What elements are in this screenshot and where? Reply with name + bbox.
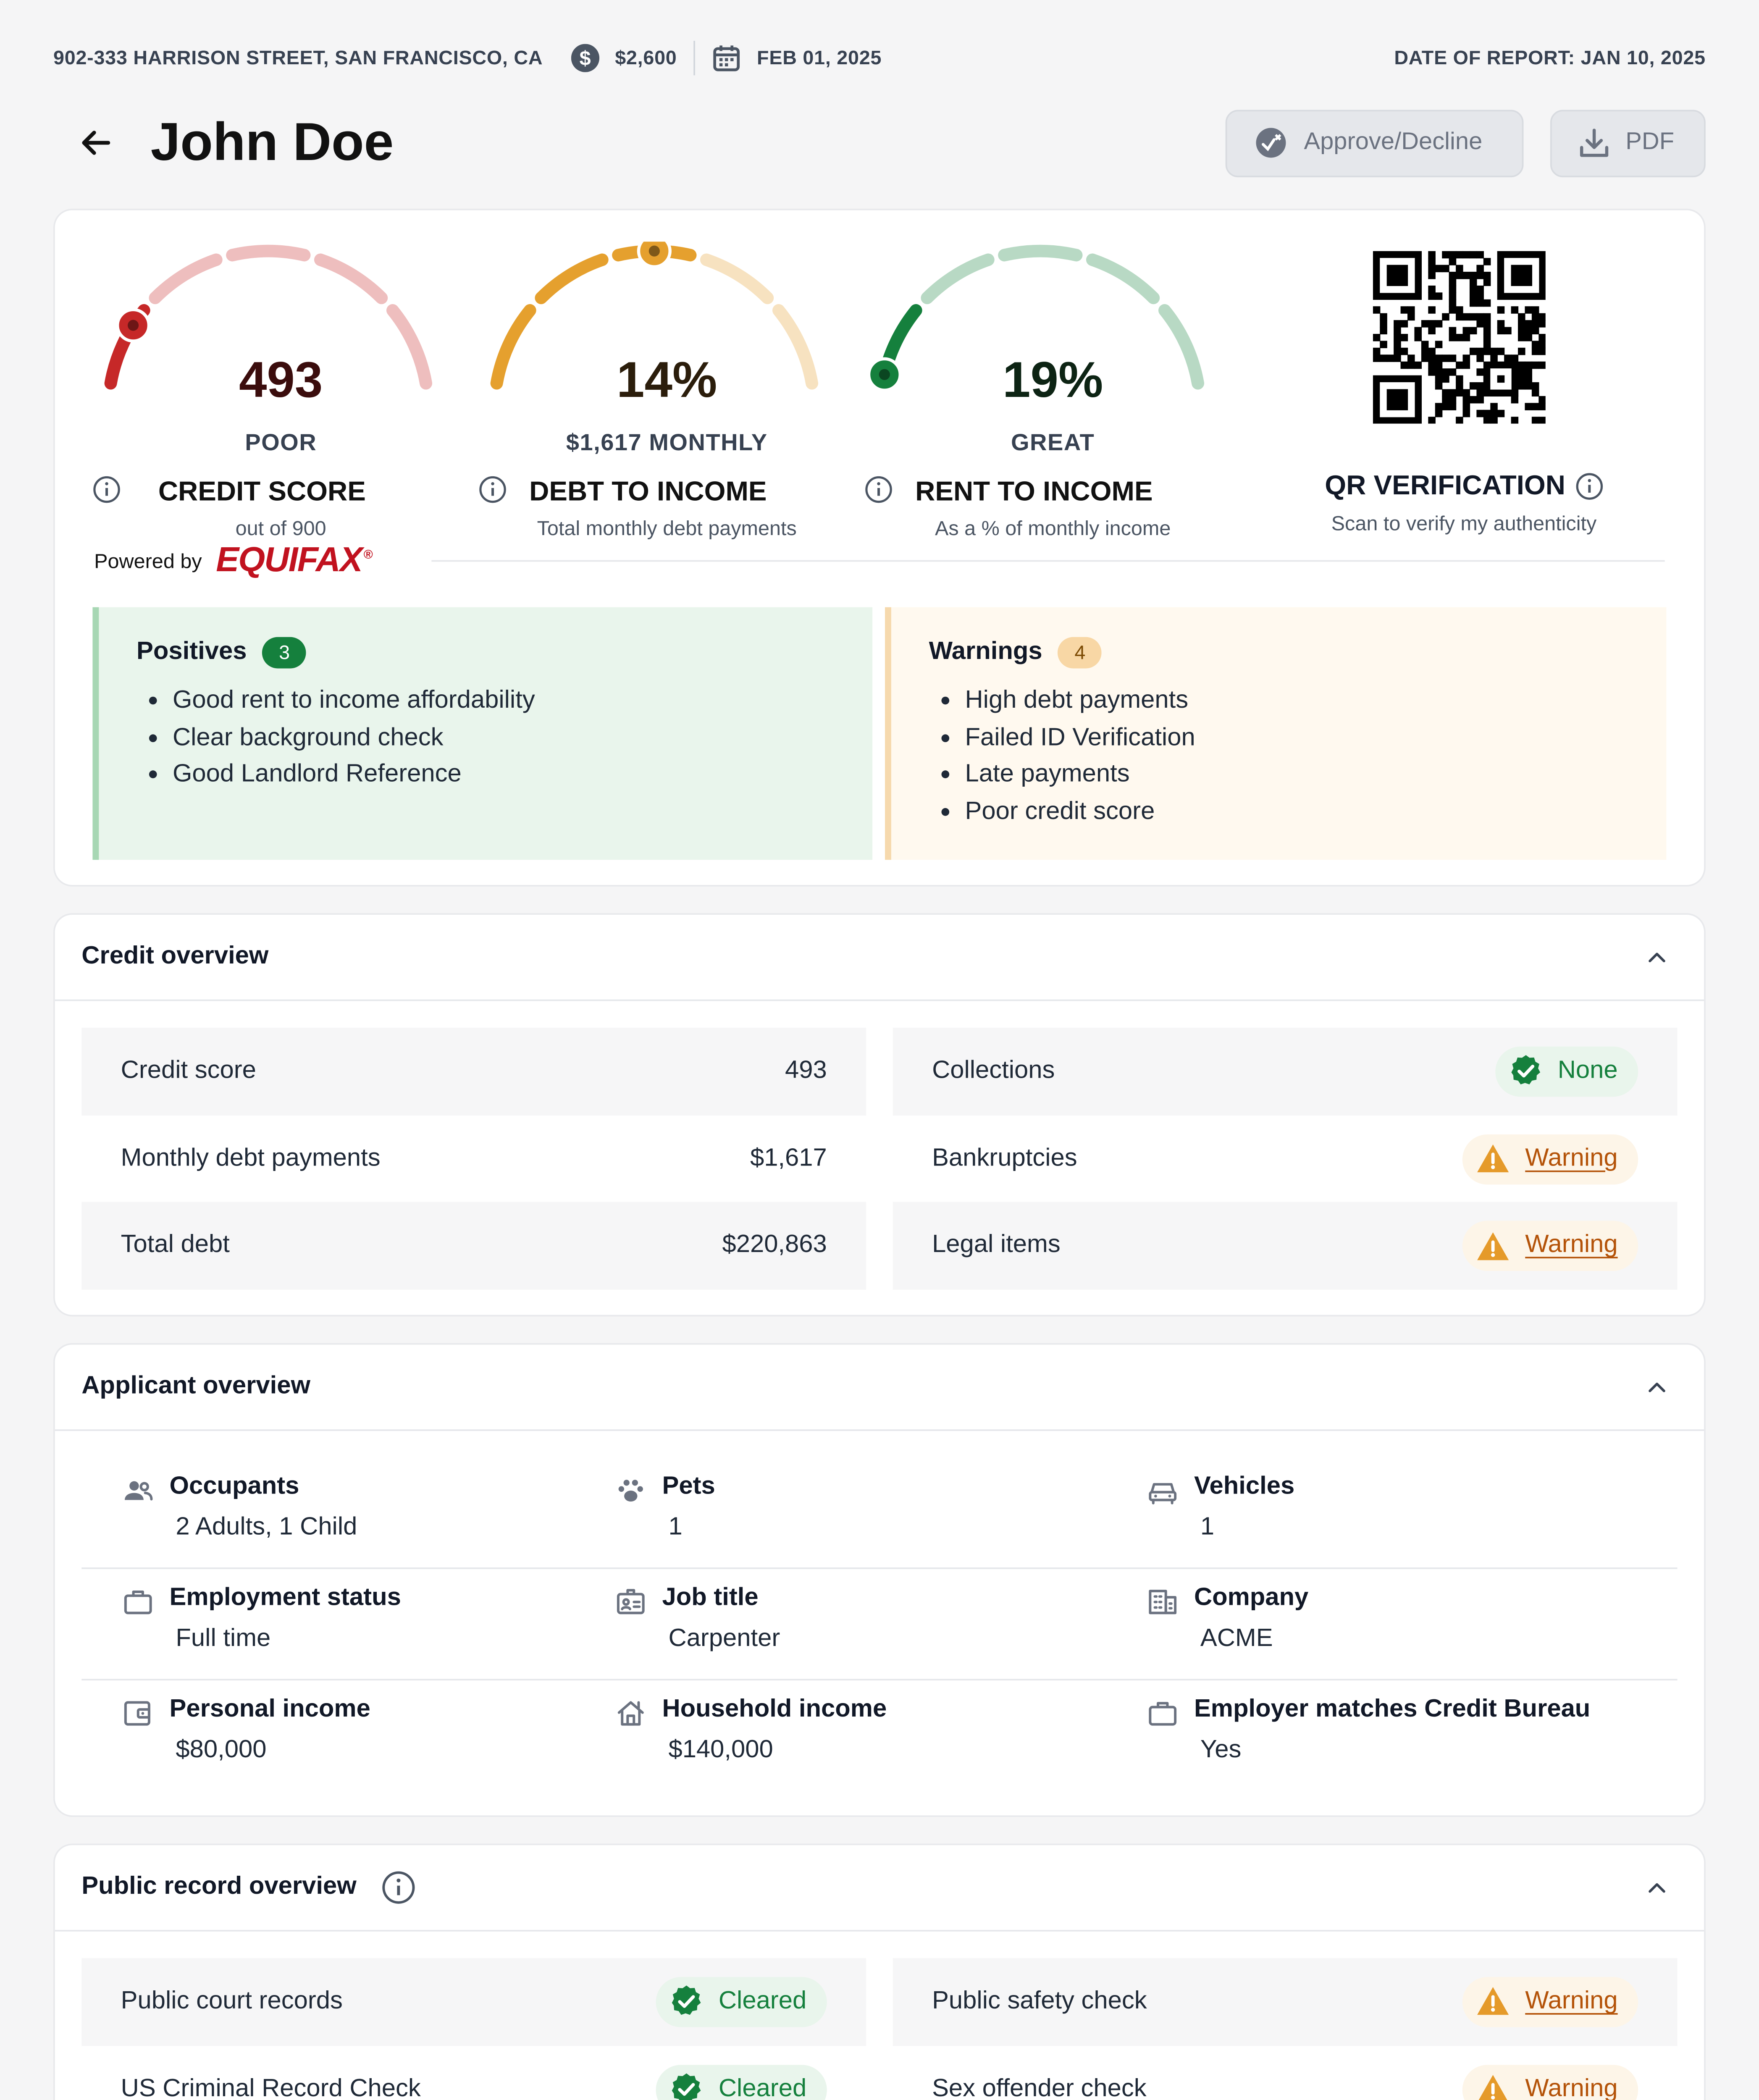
warning-triangle-icon — [1475, 1228, 1511, 1264]
positives-header — [137, 637, 835, 669]
table-row — [81, 2045, 866, 2100]
field-value: 1 — [668, 1514, 683, 1541]
applicant-field — [1106, 1680, 1638, 1792]
applicant-field — [574, 1569, 1106, 1679]
positives-panel — [92, 607, 872, 860]
equifax-logo: EQUIFAX ® — [216, 540, 372, 579]
status-badge-warning[interactable] — [1462, 1977, 1638, 2027]
positives-title: Positives — [137, 638, 247, 665]
info-icon[interactable] — [375, 478, 403, 506]
row-label: US Criminal Record Check — [121, 2075, 421, 2100]
report-date: DATE OF REPORT: JAN 10, 2025 — [1394, 47, 1706, 69]
row-label: Total debt — [121, 1232, 230, 1259]
gauge-rating: GREAT — [1011, 430, 1095, 457]
approve-decline-label: Approve/Decline — [1304, 129, 1483, 155]
approve-decline-button[interactable] — [1226, 109, 1524, 177]
section-title: Public record overview — [81, 1873, 357, 1900]
credit-overview-header[interactable] — [55, 915, 1704, 1001]
arrow-left-icon — [79, 126, 113, 160]
gauge-caption: out of 900 — [235, 516, 326, 540]
positives-count-badge: 3 — [263, 637, 307, 669]
gauge-marker-dot — [128, 320, 139, 331]
gauge-segment — [541, 260, 602, 298]
section-title: Applicant overview — [81, 1373, 311, 1400]
field-value: 2 Adults, 1 Child — [176, 1514, 357, 1541]
warnings-list — [929, 682, 1629, 830]
row-label: Public safety check — [932, 1987, 1147, 2015]
gauge-rating: $1,617 MONTHLY — [566, 430, 768, 457]
table-row — [893, 1202, 1678, 1290]
gauge-value: 14% — [617, 351, 717, 408]
info-icon[interactable] — [776, 478, 804, 506]
table-row — [81, 1958, 866, 2045]
list-item: Clear background check — [137, 719, 835, 756]
applicant-field — [81, 1569, 574, 1679]
house-icon — [615, 1698, 646, 1729]
divider — [431, 560, 1664, 562]
pdf-download-button[interactable] — [1550, 109, 1706, 177]
rent-amount: $2,600 — [615, 47, 677, 69]
chevron-up-icon[interactable] — [1644, 1875, 1670, 1900]
status-text: Warning — [1525, 1987, 1618, 2015]
credit-score-gauge — [92, 242, 469, 555]
credit-overview-card — [53, 913, 1706, 1316]
qr-verification — [1323, 242, 1605, 535]
field-label: Household income — [662, 1696, 887, 1723]
status-badge-cleared — [1495, 1046, 1638, 1097]
status-text: None — [1557, 1057, 1618, 1084]
list-item: Failed ID Verification — [929, 719, 1629, 756]
field-label: Personal income — [169, 1696, 370, 1723]
briefcase-icon — [1147, 1698, 1179, 1729]
gauge-segment — [1092, 260, 1153, 298]
status-badge-warning[interactable] — [1462, 1134, 1638, 1184]
field-label: Company — [1194, 1585, 1309, 1612]
rent-to-income-gauge — [864, 242, 1241, 555]
public-record-header[interactable] — [55, 1845, 1704, 1931]
field-label: Employment status — [169, 1585, 401, 1612]
powered-by — [94, 540, 372, 580]
gauge-segment — [155, 260, 216, 298]
warnings-count-badge: 4 — [1058, 637, 1102, 669]
field-label: Vehicles — [1194, 1473, 1295, 1500]
debt-to-income-gauge — [478, 242, 855, 555]
divider — [694, 41, 696, 75]
section-title: Credit overview — [81, 943, 269, 970]
warnings-header — [929, 637, 1629, 669]
list-item: Poor credit score — [929, 793, 1629, 830]
gauge-segment — [232, 251, 304, 255]
report-topbar — [53, 41, 1706, 75]
status-badge-warning[interactable] — [1462, 1221, 1638, 1271]
info-icon[interactable] — [381, 1870, 416, 1905]
page-header — [53, 107, 1706, 179]
chevron-up-icon[interactable] — [1644, 945, 1670, 970]
field-value: 1 — [1200, 1514, 1215, 1541]
status-badge-cleared — [656, 2064, 827, 2100]
warning-triangle-icon — [1475, 2071, 1511, 2100]
table-row — [81, 1028, 866, 1115]
applicant-field — [1106, 1569, 1638, 1679]
gauge-title-text: CREDIT SCORE — [158, 475, 366, 507]
row-value: $1,617 — [750, 1144, 827, 1171]
row-label: Public court records — [121, 1987, 343, 2015]
table-row — [81, 1202, 866, 1290]
row-label: Collections — [932, 1057, 1055, 1084]
table-row — [893, 2045, 1678, 2100]
approve-decline-icon — [1254, 126, 1288, 160]
gauge-caption: As a % of monthly income — [935, 516, 1171, 540]
status-text: Warning — [1525, 1232, 1618, 1259]
car-icon — [1147, 1475, 1179, 1507]
calendar-icon — [713, 44, 741, 72]
table-row — [893, 1958, 1678, 2045]
gauge-value: 19% — [1003, 351, 1103, 408]
positives-list — [137, 682, 835, 793]
applicant-field — [574, 1458, 1106, 1568]
public-record-grid — [81, 1958, 1677, 2100]
table-row — [81, 1115, 866, 1202]
wallet-icon — [122, 1698, 154, 1729]
applicant-field — [81, 1458, 574, 1568]
qr-code-icon[interactable] — [1373, 251, 1546, 424]
gauge-segment — [706, 260, 767, 298]
table-row — [893, 1115, 1678, 1202]
gauge-title — [92, 475, 469, 508]
pdf-label: PDF — [1625, 129, 1675, 155]
warning-triangle-icon — [1475, 1984, 1511, 2020]
applicant-field — [1106, 1458, 1638, 1568]
building-icon — [1147, 1586, 1179, 1618]
paw-icon — [615, 1475, 646, 1507]
dollar-icon — [571, 44, 599, 72]
field-value: $140,000 — [668, 1737, 773, 1764]
list-item: Late payments — [929, 756, 1629, 793]
gauge-caption: Total monthly debt payments — [537, 516, 797, 540]
list-item: Good rent to income affordability — [137, 682, 835, 719]
gauge-arc — [92, 242, 469, 446]
chevron-up-icon[interactable] — [1644, 1375, 1670, 1400]
gauge-arc — [478, 242, 855, 446]
row-value: $220,863 — [722, 1232, 827, 1259]
applicant-row — [81, 1569, 1677, 1680]
field-value: Full time — [176, 1625, 271, 1652]
gauge-segment — [320, 260, 381, 298]
gauge-title — [864, 475, 1241, 508]
info-icon[interactable] — [1162, 478, 1190, 506]
applicant-row — [81, 1680, 1677, 1792]
row-label: Sex offender check — [932, 2075, 1147, 2100]
row-label: Credit score — [121, 1057, 256, 1084]
svg-text:$: $ — [579, 47, 591, 70]
field-label: Pets — [662, 1473, 715, 1500]
warnings-panel — [885, 607, 1666, 860]
summary-card — [53, 209, 1706, 887]
applicant-field — [81, 1680, 574, 1792]
gauge-title-text: DEBT TO INCOME — [529, 475, 767, 507]
field-label: Occupants — [169, 1473, 299, 1500]
credit-left-column — [81, 1028, 866, 1290]
gauge-title-text: RENT TO INCOME — [915, 475, 1153, 507]
qr-title — [1292, 469, 1637, 502]
field-label: Employer matches Credit Bureau — [1194, 1696, 1591, 1723]
table-row — [893, 1028, 1678, 1115]
gauge-rating: POOR — [245, 430, 317, 457]
field-label: Job title — [662, 1585, 759, 1612]
applicant-row — [81, 1458, 1677, 1569]
gauge-title — [478, 475, 855, 508]
field-value: ACME — [1200, 1625, 1273, 1652]
users-icon — [122, 1475, 154, 1507]
info-icon[interactable] — [1575, 472, 1603, 500]
move-in-date: FEB 01, 2025 — [757, 47, 882, 69]
field-value: Carpenter — [668, 1625, 780, 1652]
applicant-overview-card — [53, 1343, 1706, 1817]
id-badge-icon — [615, 1586, 646, 1618]
gauge-marker-dot — [649, 246, 660, 257]
status-badge-warning[interactable] — [1462, 2064, 1638, 2100]
download-icon — [1578, 127, 1610, 159]
status-text: Cleared — [718, 1987, 807, 2015]
row-value: 493 — [785, 1057, 827, 1084]
gauge-segment — [1004, 251, 1076, 255]
gauge-segment — [927, 260, 988, 298]
status-text: Cleared — [718, 2075, 807, 2100]
check-badge-icon — [668, 1984, 704, 2020]
equifax-logo-text: EQUIFAX — [216, 540, 362, 579]
status-text: Warning — [1525, 1144, 1618, 1171]
row-label: Monthly debt payments — [121, 1144, 381, 1171]
warning-triangle-icon — [1475, 1141, 1511, 1177]
powered-by-label: Powered by — [94, 548, 202, 572]
gauge-arc — [864, 242, 1241, 446]
public-right-column — [893, 1958, 1678, 2100]
applicant-field — [574, 1680, 1106, 1792]
check-badge-icon — [668, 2071, 704, 2100]
status-badge-cleared — [656, 1977, 827, 2027]
row-label: Legal items — [932, 1232, 1061, 1259]
briefcase-icon — [122, 1586, 154, 1618]
list-item: High debt payments — [929, 682, 1629, 719]
back-button[interactable] — [72, 119, 119, 166]
applicant-overview-header[interactable] — [55, 1345, 1704, 1431]
applicant-name: John Doe — [150, 112, 394, 172]
applicant-grid — [81, 1458, 1677, 1792]
credit-right-column — [893, 1028, 1678, 1290]
list-item: Good Landlord Reference — [137, 756, 835, 793]
warnings-title: Warnings — [929, 638, 1042, 665]
row-label: Bankruptcies — [932, 1144, 1077, 1171]
check-badge-icon — [1507, 1053, 1544, 1089]
field-value: Yes — [1200, 1737, 1242, 1764]
credit-overview-grid — [81, 1028, 1677, 1290]
public-record-card — [53, 1844, 1706, 2100]
public-left-column — [81, 1958, 866, 2100]
status-text: Warning — [1525, 2075, 1618, 2100]
gauge-value: 493 — [239, 351, 323, 408]
qr-caption: Scan to verify my authenticity — [1331, 511, 1597, 535]
property-address: 902-333 HARRISON STREET, SAN FRANCISCO, CA — [53, 47, 543, 69]
field-value: $80,000 — [176, 1737, 267, 1764]
qr-title-text: QR VERIFICATION — [1325, 469, 1565, 501]
